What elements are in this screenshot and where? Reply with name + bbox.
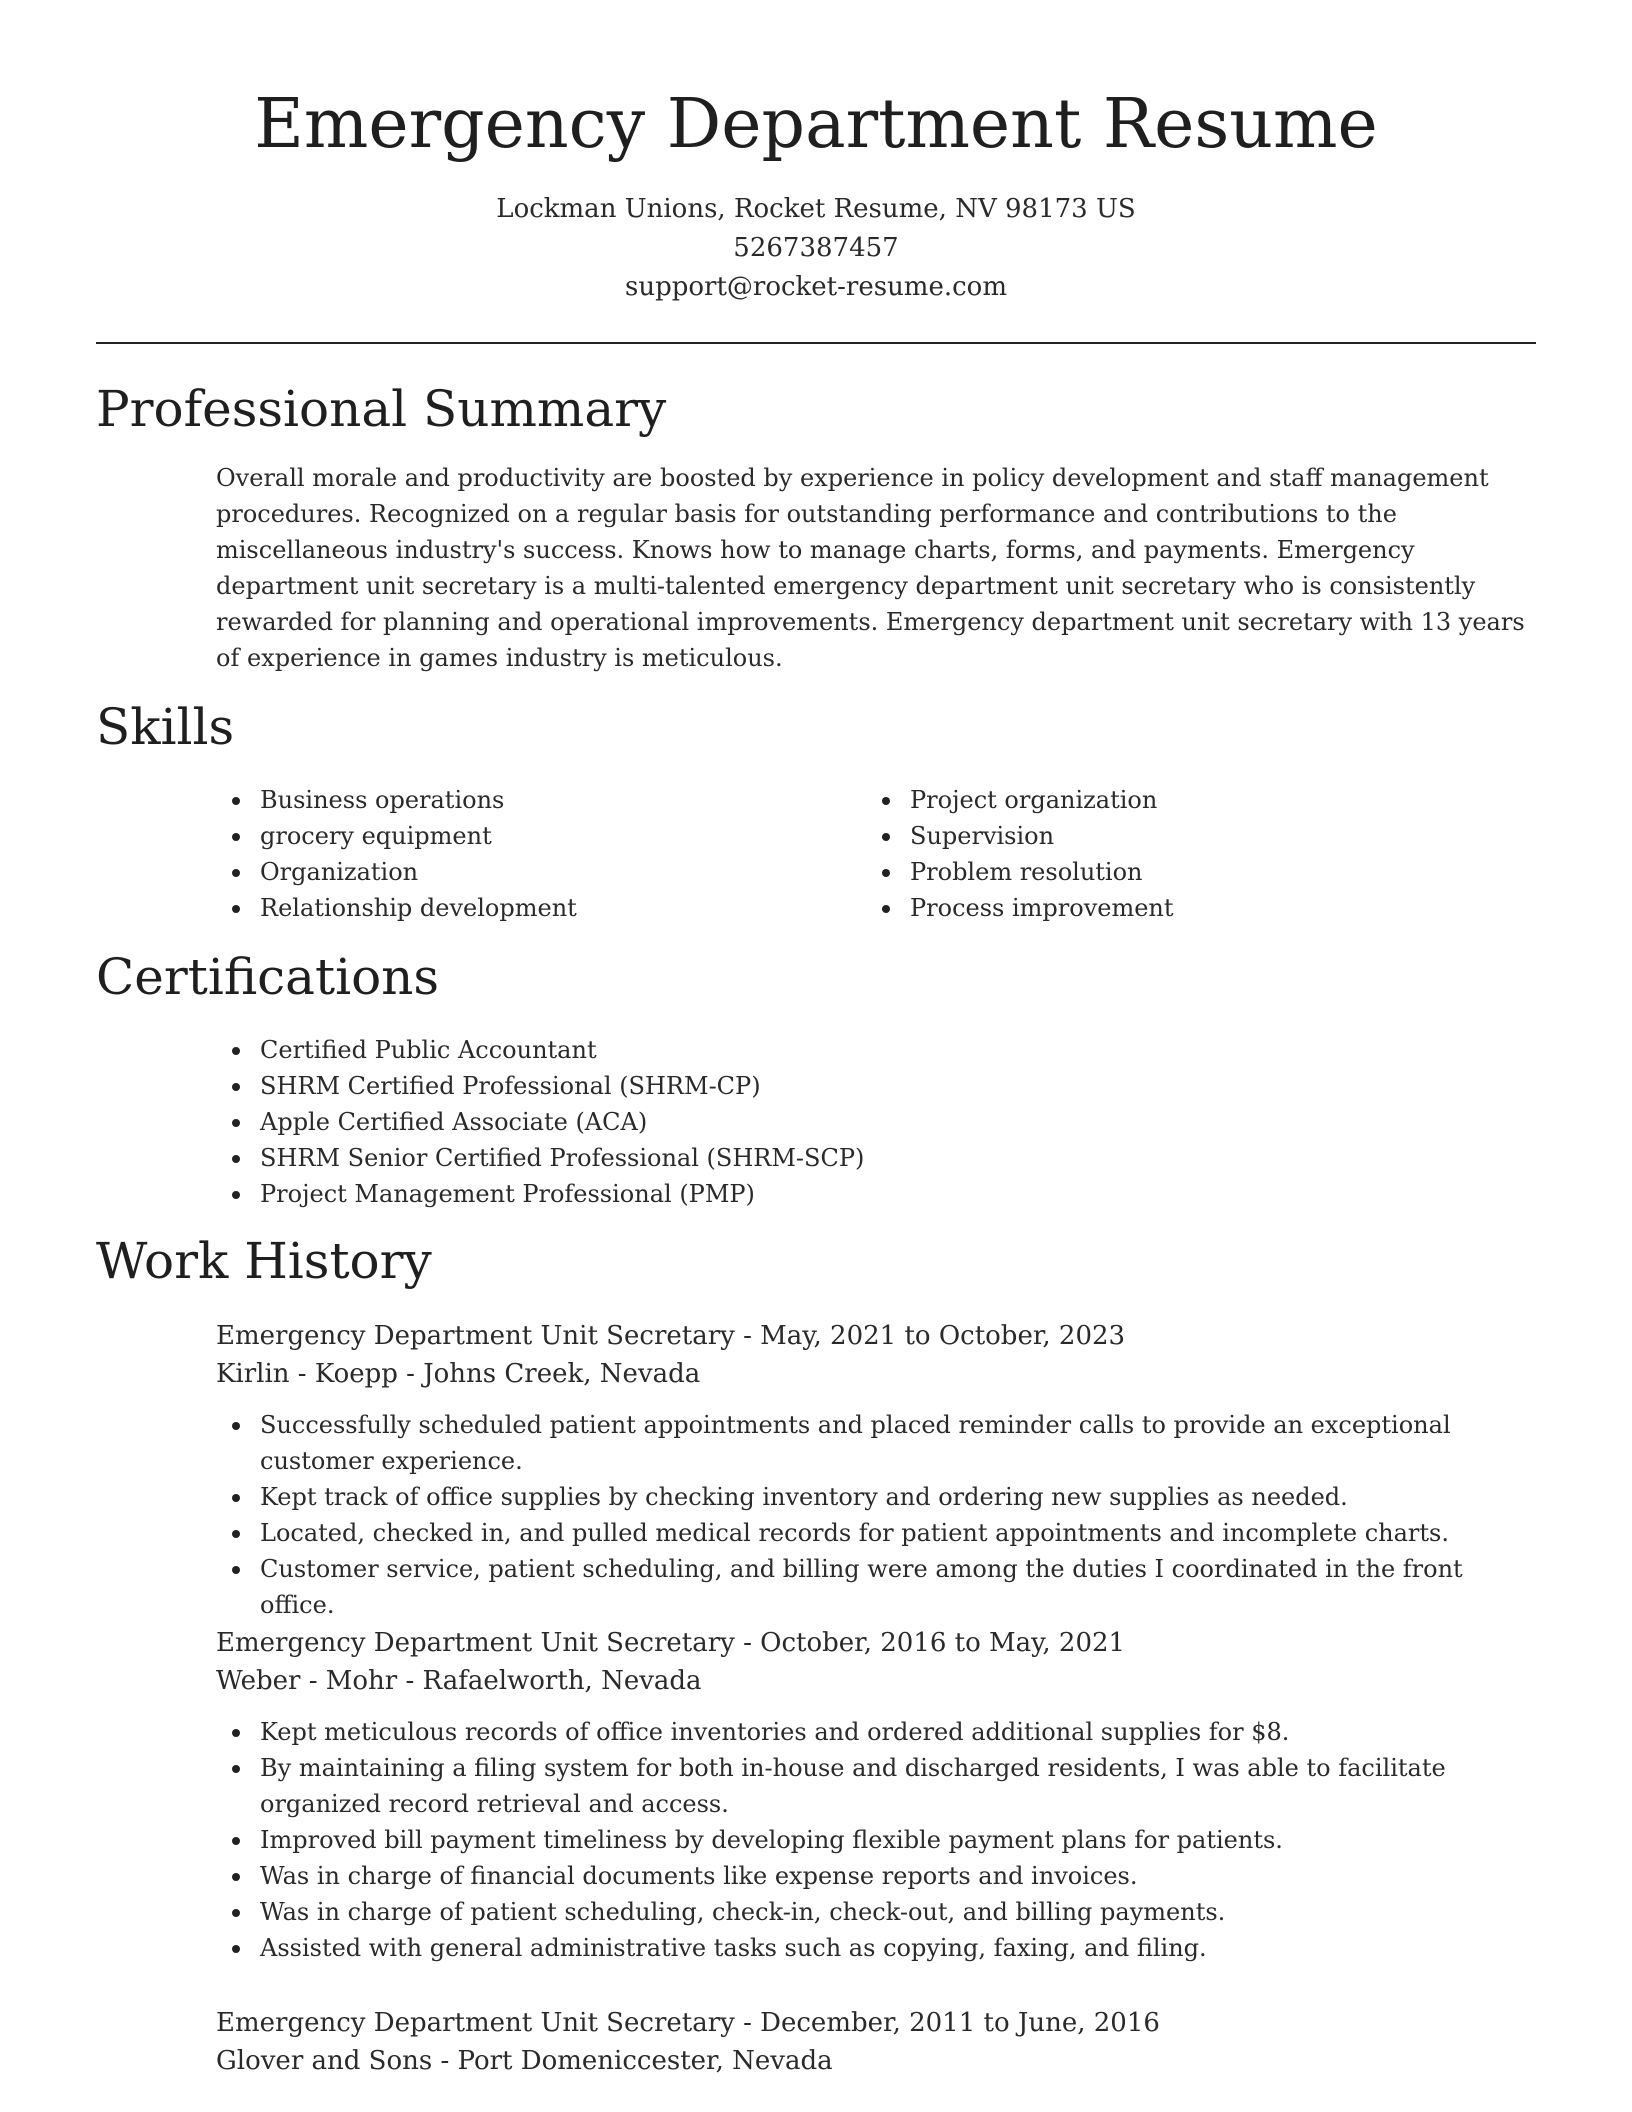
skills-column-right [866, 782, 1506, 926]
duty-item: Kept meticulous records of office inventories and ordered additional supplies for $8. [216, 1714, 1536, 1750]
contact-email: support@rocket-resume.com [624, 272, 1007, 302]
section-heading-summary: Professional Summary [96, 380, 667, 438]
duty-item: Kept track of office supplies by checking inventory and ordering new supplies as needed. [216, 1479, 1536, 1515]
header-divider [96, 342, 1536, 344]
duty-item: Was in charge of financial documents like expense reports and invoices. [216, 1858, 1536, 1894]
certifications-list [216, 1032, 1536, 1212]
skill-item: Process improvement [866, 890, 1506, 926]
resume-title: Emergency Department Resume [254, 85, 1378, 164]
certification-item: SHRM Senior Certified Professional (SHRM-SCP) [216, 1140, 1536, 1176]
contact-address: Lockman Unions, Rocket Resume, NV 98173 US [496, 194, 1136, 224]
certification-item: Project Management Professional (PMP) [216, 1176, 1536, 1212]
job-title-line: Emergency Department Unit Secretary - May, 2021 to October, 2023 [216, 1321, 1126, 1351]
section-heading-work-history: Work History [96, 1232, 432, 1290]
certification-item: SHRM Certified Professional (SHRM-CP) [216, 1068, 1536, 1104]
job-duties [216, 1407, 1536, 1623]
job-entry [216, 2004, 1536, 2080]
duty-item: Customer service, patient scheduling, and billing were among the duties I coordinated in the front office. [216, 1551, 1536, 1623]
certification-item: Certified Public Accountant [216, 1032, 1536, 1068]
duty-item: Assisted with general administrative tasks such as copying, faxing, and filing. [216, 1930, 1536, 1966]
job-title-line: Emergency Department Unit Secretary - December, 2011 to June, 2016 [216, 2008, 1160, 2038]
job-entry [216, 1317, 1536, 1623]
duty-item: Located, checked in, and pulled medical records for patient appointments and incomplete charts. [216, 1515, 1536, 1551]
skill-item: grocery equipment [216, 818, 856, 854]
section-heading-skills: Skills [96, 698, 235, 756]
job-title-line: Emergency Department Unit Secretary - October, 2016 to May, 2021 [216, 1628, 1126, 1658]
contact-block [0, 190, 1632, 307]
summary-text: Overall morale and productivity are boosted by experience in policy development and staff management procedures. Recognized on a regular basis for outstanding performance and contributions to the miscellaneous industry's success. Knows how to manage charts, forms, and payments. Emergency department unit secretary is a multi-talented emergency department unit secretary who is consistently rewarded for planning and operational improvements. Emergency department unit secretary with 13 years of experience in games industry is meticulous. [216, 464, 1525, 672]
job-duties [216, 1714, 1536, 1966]
duty-item: By maintaining a filing system for both in-house and discharged residents, I was able to facilitate organized record retrieval and access. [216, 1750, 1536, 1822]
skill-item: Business operations [216, 782, 856, 818]
duty-item: Was in charge of patient scheduling, check-in, check-out, and billing payments. [216, 1894, 1536, 1930]
certification-item: Apple Certified Associate (ACA) [216, 1104, 1536, 1140]
skill-item: Supervision [866, 818, 1506, 854]
job-company-line: Weber - Mohr - Rafaelworth, Nevada [216, 1666, 702, 1696]
duty-item: Successfully scheduled patient appointments and placed reminder calls to provide an exceptional customer experience. [216, 1407, 1536, 1479]
duty-item: Improved bill payment timeliness by developing flexible payment plans for patients. [216, 1822, 1536, 1858]
job-company-line: Glover and Sons - Port Domeniccester, Nevada [216, 2046, 833, 2076]
skill-item: Relationship development [216, 890, 856, 926]
skill-item: Problem resolution [866, 854, 1506, 890]
skill-item: Project organization [866, 782, 1506, 818]
skills-column-left [216, 782, 856, 926]
section-heading-certifications: Certifications [96, 948, 440, 1006]
skill-item: Organization [216, 854, 856, 890]
job-company-line: Kirlin - Koepp - Johns Creek, Nevada [216, 1359, 701, 1389]
contact-phone: 5267387457 [733, 233, 899, 263]
job-entry [216, 1624, 1536, 1966]
